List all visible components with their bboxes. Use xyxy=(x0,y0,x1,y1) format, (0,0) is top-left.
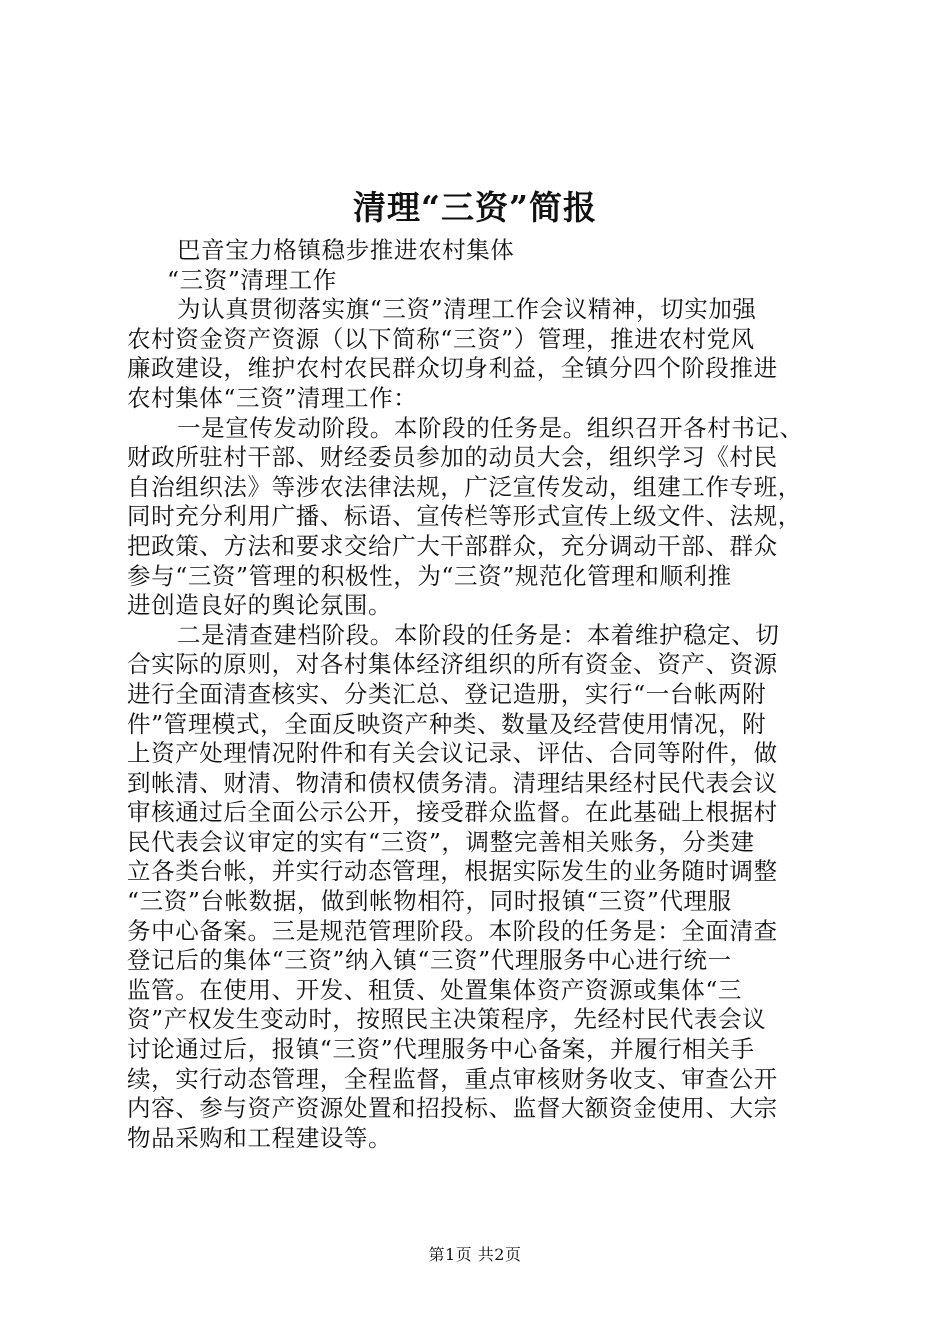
body-line: 审核通过后全面公示公开，接受群众监督。在此基础上根据村 xyxy=(127,798,778,827)
body-line: 同时充分利用广播、标语、宣传栏等形式宣传上级文件、法规， xyxy=(127,502,802,531)
body-line: “三资”台帐数据，做到帐物相符，同时报镇“三资”代理服 xyxy=(127,887,732,916)
body-line: 讨论通过后，报镇“三资”代理服务中心备案，并履行相关手 xyxy=(127,1035,755,1064)
body-line: 立各类台帐，并实行动态管理，根据实际发生的业务随时调整 xyxy=(127,857,778,886)
body-line: 登记后的集体“三资”纳入镇“三资”代理服务中心进行统一 xyxy=(127,946,732,975)
body-line: 进行全面清查核实、分类汇总、登记造册，实行“一台帐两附 xyxy=(127,679,767,708)
body-line: 二是清查建档阶段。本阶段的任务是：本着维护稳定、切 xyxy=(177,620,780,649)
body-line: 物品采购和工程建设等。 xyxy=(127,1123,393,1152)
body-line: 自治组织法》等涉农法律法规，广泛宣传发动，组建工作专班， xyxy=(127,472,802,501)
body-line: 民代表会议审定的实有“三资”，调整完善相关账务，分类建 xyxy=(127,827,755,856)
body-line: 廉政建设，维护农村农民群众切身利益，全镇分四个阶段推进 xyxy=(127,354,778,383)
body-line: 把政策、方法和要求交给广大干部群众，充分调动干部、群众 xyxy=(127,531,778,560)
body-line: 监管。在使用、开发、租赁、处置集体资产资源或集体“三 xyxy=(127,975,743,1004)
body-line: 合实际的原则，对各村集体经济组织的所有资金、资产、资源 xyxy=(127,650,778,679)
document-body xyxy=(127,236,827,1153)
body-line: 务中心备案。三是规范管理阶段。本阶段的任务是：全面清查 xyxy=(127,916,778,945)
document-title: 清理“三资”简报 xyxy=(353,188,597,227)
body-line: 农村集体“三资”清理工作： xyxy=(127,383,418,412)
body-line: 内容、参与资产资源处置和招投标、监督大额资金使用、大宗 xyxy=(127,1094,778,1123)
body-line: 农村资金资产资源（以下简称“三资”）管理，推进农村党风 xyxy=(127,324,755,353)
body-line: 财政所驻村干部、财经委员参加的动员大会，组织学习《村民 xyxy=(127,443,778,472)
body-line: 到帐清、财清、物清和债权债务清。清理结果经村民代表会议 xyxy=(127,768,778,797)
body-line: 续，实行动态管理，全程监督，重点审核财务收支、审查公开 xyxy=(127,1064,778,1093)
body-line: 一是宣传发动阶段。本阶段的任务是。组织召开各村书记、 xyxy=(177,413,804,442)
body-line: 上资产处理情况附件和有关会议记录、评估、合同等附件，做 xyxy=(127,739,778,768)
body-line: 参与“三资”管理的积极性，为“三资”规范化管理和顺利推 xyxy=(127,561,732,590)
body-line: 资”产权发生变动时，按照民主决策程序，先经村民代表会议 xyxy=(127,1005,767,1034)
page-footer: 第1页 共2页 xyxy=(428,1245,522,1264)
body-line: 为认真贯彻落实旗“三资”清理工作会议精神，切实加强 xyxy=(177,295,757,324)
body-line: 进创造良好的舆论氛围。 xyxy=(127,591,393,620)
body-line: 件”管理模式，全面反映资产种类、数量及经营使用情况，附 xyxy=(127,709,767,738)
body-line: 巴音宝力格镇稳步推进农村集体 xyxy=(177,236,515,264)
body-line: “三资”清理工作 xyxy=(167,265,337,294)
